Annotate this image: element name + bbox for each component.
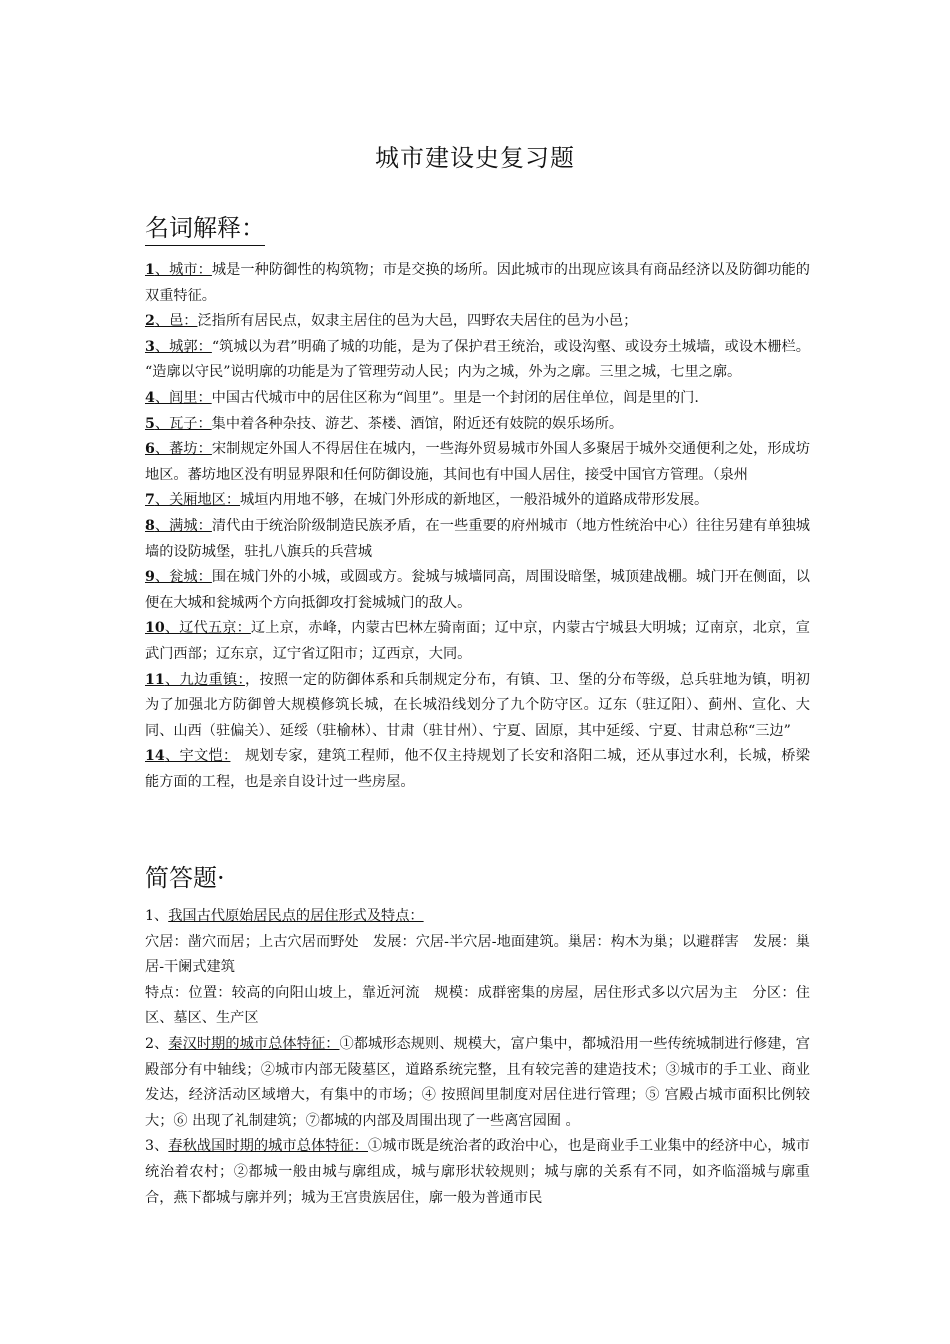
- item-number: 10: [145, 620, 165, 637]
- glossary-item: [145, 514, 810, 565]
- answer-text: ①城市既是统治者的政治中心，也是商业手工业集中的经济中心，城市统治着农村；②都城一般由城与廓组成，城与廓形状较规则；城与廓的关系有不同，如齐临淄城与廓重合，燕下都城与廓并列；城为王宫贵族居住，廓一般为普通市民: [145, 1138, 810, 1206]
- glossary-item: [145, 488, 810, 514]
- term-definition: 城垣内用地不够，在城门外形成的新地区，一般沿城外的道路成带形发展。: [240, 492, 709, 509]
- item-number: 7: [145, 492, 155, 509]
- short-answer-list: [145, 904, 810, 1211]
- term-label: 、宇文恺：: [164, 748, 231, 765]
- term-definition: 围在城门外的小城，或圆或方。瓮城与城墙同高，周围设暗堡，城顶建战棚。城门开在侧面，以便在大城和瓮城两个方向抵御攻打瓮城城门的敌人。: [145, 569, 810, 611]
- answer-item: [145, 1134, 810, 1211]
- term-definition: 宋制规定外国人不得居住在城内，一些海外贸易城市外国人多聚居于城外交通便利之处，形成坊地区。蕃坊地区没有明显界限和任何防御设施，其间也有中国人居住，接受中国官方管理。（泉州: [145, 441, 810, 483]
- term-definition: 中国古代城市中的居住区称为“闾里”。里是一个封闭的居住单位，闾是里的门.: [211, 389, 699, 406]
- glossary-item: [145, 335, 810, 386]
- item-prefix: 1、: [145, 908, 169, 924]
- term-definition: 泛指所有居民点，奴隶主居住的邑为大邑，四野农夫居住的邑为小邑；: [197, 313, 638, 330]
- item-number: 2: [145, 313, 155, 330]
- question-label: 秦汉时期的城市总体特征：: [168, 1035, 340, 1052]
- term-definition: 集中着各种杂技、游艺、茶楼、酒馆，附近还有妓院的娱乐场所。: [211, 415, 624, 432]
- answer-text: 穴居：凿穴而居；上古穴居而野处 发展：穴居-半穴居-地面建筑。巢居：构木为巢；以避群害 发展：巢居-干阑式建筑: [145, 933, 810, 976]
- answer-item: [145, 904, 810, 930]
- term-label: 、闾里：: [154, 389, 212, 406]
- page-title: 城市建设史复习题: [375, 144, 575, 172]
- answer-item: [145, 1032, 810, 1134]
- term-definition: 清代由于统治阶级制造民族矛盾，在一些重要的府州城市（地方性统治中心）往往另建有单独城墙的设防城堡，驻扎八旗兵的兵营城: [145, 517, 810, 560]
- glossary-list: [145, 258, 810, 795]
- term-definition: ，按照一定的防御体系和兵制规定分布，有镇、卫、堡的分布等级，总兵驻地为镇，明初为了加强北方防御曾大规模修筑长城，在长城沿线划分了九个防守区。辽东（驻辽阳）、蓟州、宣化、大同、山西（驻偏关）、延绥（驻榆林）、甘肃（驻甘州）、宁夏、固原，其中延绥、宁夏、甘肃总称“三边”: [145, 671, 810, 739]
- item-number: 1: [145, 262, 155, 278]
- glossary-item: [145, 668, 810, 745]
- glossary-item: [145, 616, 810, 667]
- answer-item: [145, 930, 810, 981]
- glossary-item: [145, 386, 810, 412]
- item-number: 14: [145, 748, 165, 765]
- glossary-heading: 名词解释：: [145, 208, 265, 246]
- term-label: 、辽代五京：: [164, 620, 251, 637]
- term-label: 、瓦子：: [154, 415, 212, 432]
- item-number: 8: [145, 517, 155, 534]
- term-label: 、满城：: [154, 517, 212, 534]
- item-number: 5: [145, 415, 155, 432]
- term-definition: 辽上京，赤峰，内蒙古巴林左骑南面；辽中京，内蒙古宁城县大明城；辽南京，北京，宣武门西部；辽东京，辽宁省辽阳市；辽西京，大同。: [145, 620, 810, 662]
- question-label: 我国古代原始居民点的居住形式及特点：: [168, 908, 424, 924]
- term-label: 、蕃坊：: [154, 441, 212, 458]
- item-prefix: 2、: [145, 1035, 169, 1052]
- answer-item: [145, 981, 810, 1032]
- question-label: 春秋战国时期的城市总体特征：: [168, 1138, 368, 1155]
- term-label: 、城市：: [154, 262, 212, 278]
- glossary-item: [145, 258, 810, 309]
- item-number: 4: [145, 389, 155, 406]
- term-definition: “筑城以为君”明确了城的功能，是为了保护君王统治，或设沟壑、或设夯土城墙，或设木栅栏。 “造廓以守民”说明廓的功能是为了管理劳动人民；内为之城，外为之廓。三里之城，七里之廓。: [145, 338, 810, 381]
- glossary-item: [145, 309, 810, 335]
- term-label: 、城郭：: [154, 338, 212, 355]
- item-number: 9: [145, 569, 155, 586]
- glossary-item: [145, 437, 810, 488]
- item-number: 11: [145, 671, 165, 688]
- term-definition: 规划专家，建筑工程师，他不仅主持规划了长安和洛阳二城，还从事过水利，长城，桥梁能方面的工程，也是亲自设计过一些房屋。: [145, 748, 810, 790]
- term-label: 、邑：: [154, 313, 198, 330]
- term-definition: 城是一种防御性的构筑物；市是交换的场所。因此城市的出现应该具有商品经济以及防御功能的双重特征。: [145, 262, 810, 304]
- glossary-item: [145, 744, 810, 795]
- glossary-item: [145, 565, 810, 616]
- term-label: 、关厢地区：: [154, 492, 241, 509]
- short-answer-heading: 简答题·: [145, 864, 225, 892]
- term-label: 、九边重镇：: [164, 671, 245, 688]
- item-prefix: 3、: [145, 1138, 169, 1155]
- item-number: 6: [145, 441, 155, 458]
- term-label: 、瓮城：: [154, 569, 212, 586]
- glossary-item: [145, 412, 810, 438]
- answer-text: 特点：位置：较高的向阳山坡上，靠近河流 规模：成群密集的房屋，居住形式多以穴居为主 分区：住区、墓区、生产区: [145, 984, 810, 1027]
- answer-text: ①都城形态规则、规模大，富户集中，都城沿用一些传统城制进行修建，宫殿部分有中轴线；②城市内部无陵墓区，道路系统完整，且有较完善的建造技术；③城市的手工业、商业发达，经济活动区域增大，有集中的市场；④ 按照闾里制度对居住进行管理；⑤ 宫殿占城市面积比例较大；⑥ 出现了礼制建筑；⑦都城的内部及周围出现了一些离宫园囿 。: [145, 1035, 810, 1129]
- item-number: 3: [145, 338, 155, 355]
